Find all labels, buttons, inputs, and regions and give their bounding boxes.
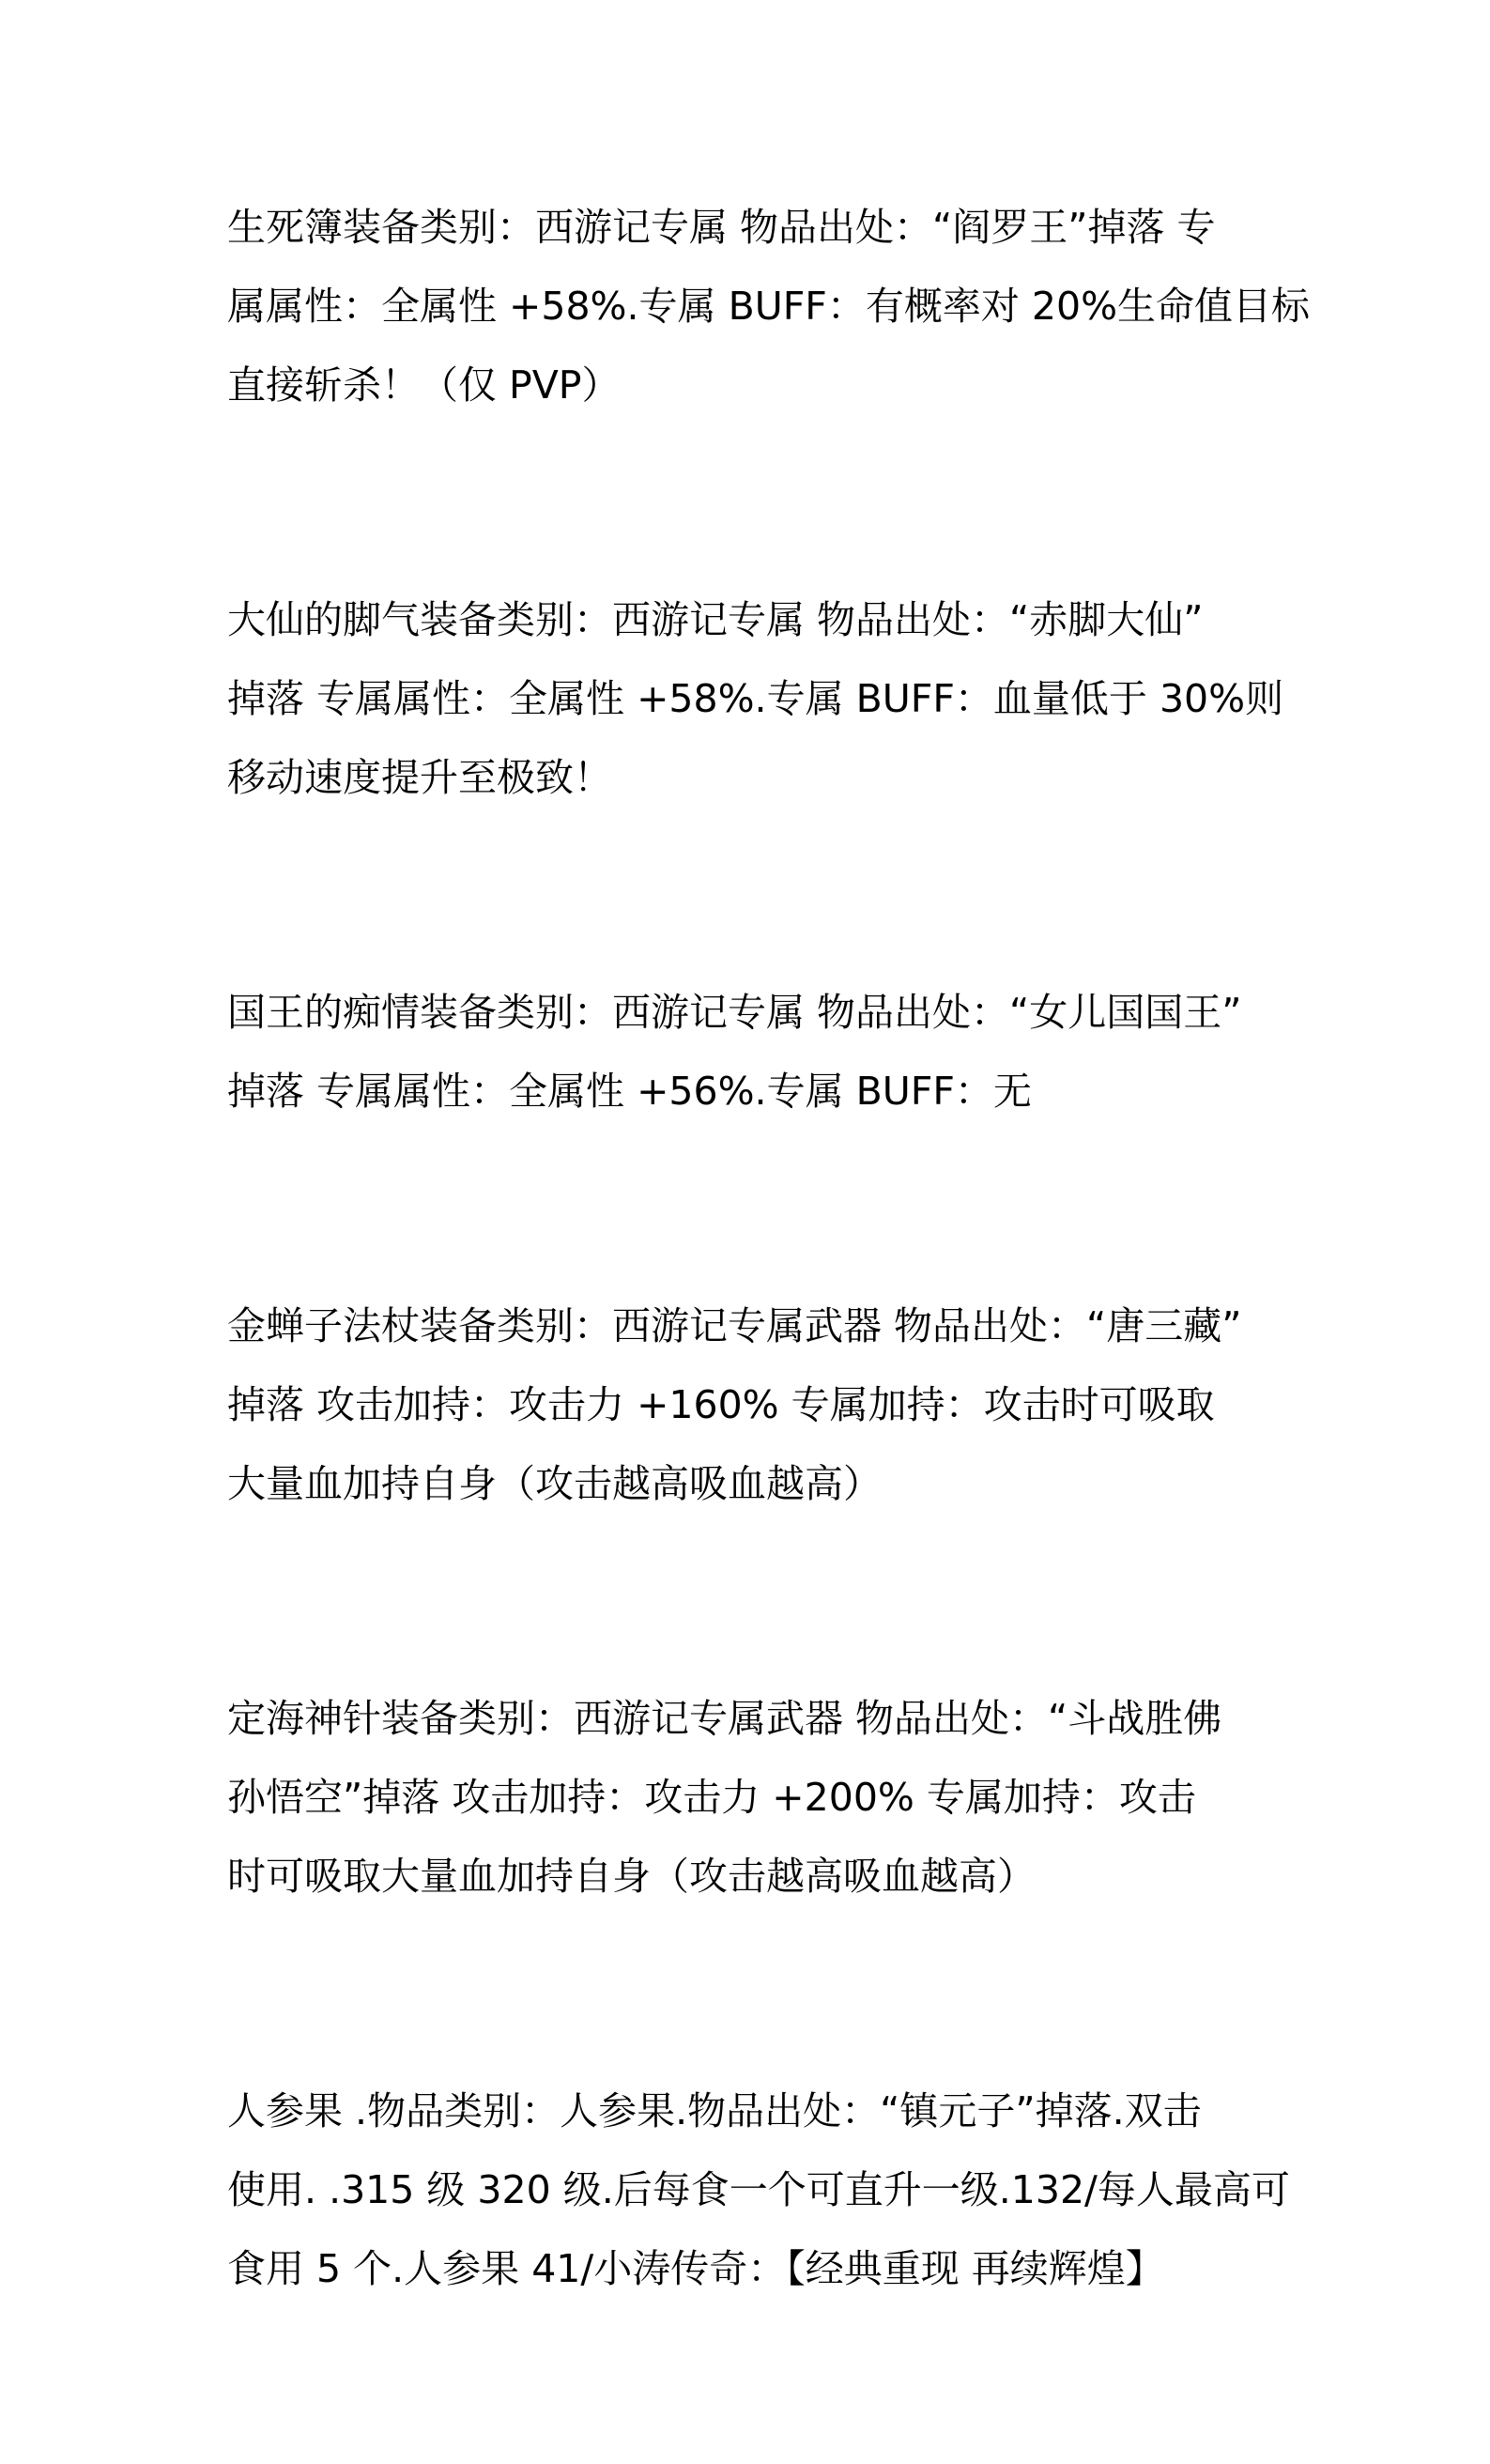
text-line: 国王的痴情装备类别：西游记专属 物品出处：“女儿国国王”	[227, 990, 1242, 1035]
text-line: 大仙的脚气装备类别：西游记专属 物品出处：“赤脚大仙”	[227, 597, 1204, 642]
paragraph-renshenguo	[227, 2071, 1290, 2308]
paragraph-guowang-chiqing	[227, 973, 1279, 1131]
text-line: 掉落 专属属性：全属性 +58%.专属 BUFF：血量低于 30%则	[227, 676, 1284, 721]
text-line: 食用 5 个.人参果 41/小涛传奇：【经典重现 再续辉煌】	[227, 2246, 1164, 2291]
text-line: 定海神针装备类别：西游记专属武器 物品出处：“斗战胜佛	[227, 1696, 1222, 1741]
text-line: 生死簿装备类别：西游记专属 物品出处：“阎罗王”掉落 专	[227, 205, 1216, 250]
text-line: 掉落 专属属性：全属性 +56%.专属 BUFF：无	[227, 1069, 1032, 1114]
text-line: 移动速度提升至极致！	[227, 755, 612, 800]
document-body	[227, 188, 1311, 2464]
paragraph-jinchanzi-fazhang	[227, 1286, 1279, 1523]
text-line: 掉落 攻击加持：攻击力 +160% 专属加持：攻击时可吸取	[227, 1382, 1215, 1427]
text-line: 属属性：全属性 +58%.专属 BUFF：有概率对 20%生命值目标	[227, 284, 1311, 329]
paragraph-daxian-jiaoqi	[227, 580, 1284, 817]
paragraph-shengsibu	[227, 188, 1311, 424]
text-line: 金蝉子法杖装备类别：西游记专属武器 物品出处：“唐三藏”	[227, 1303, 1242, 1348]
text-line: 孙悟空”掉落 攻击加持：攻击力 +200% 专属加持：攻击	[227, 1775, 1196, 1820]
text-line: 人参果 .物品类别：人参果.物品出处：“镇元子”掉落.双击	[227, 2088, 1202, 2133]
text-line: 使用. .315 级 320 级.后每食一个可直升一级.132/每人最高可	[227, 2167, 1290, 2212]
text-line: 直接斩杀！（仅 PVP）	[227, 362, 621, 408]
paragraph-dinghai-shenzhen	[227, 1679, 1279, 1916]
text-line: 大量血加持自身（攻击越高吸血越高）	[227, 1461, 882, 1506]
text-line: 时可吸取大量血加持自身（攻击越高吸血越高）	[227, 1854, 1036, 1899]
